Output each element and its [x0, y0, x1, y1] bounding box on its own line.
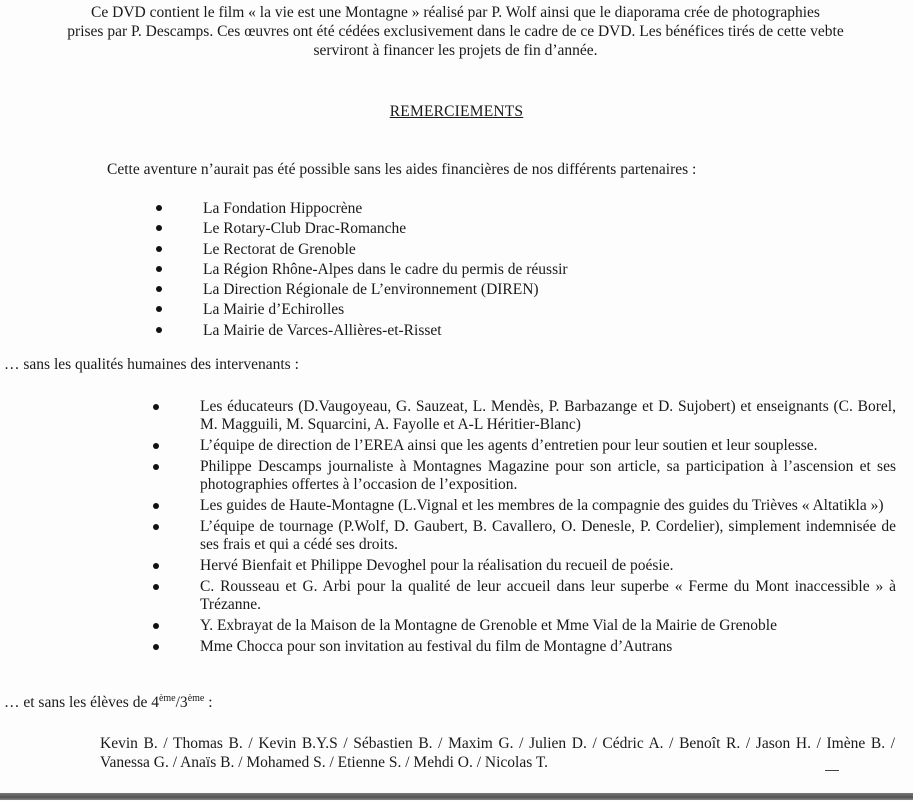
intro-line-3: serviront à financer les projets de fin d’année. [313, 42, 598, 59]
bullet-icon [156, 205, 162, 211]
list-item: La Mairie d’Echirolles [203, 300, 803, 320]
bullet-icon [153, 584, 159, 590]
scan-mark [825, 770, 839, 771]
intro-line-1: Ce DVD contient le film « la vie est une Montagne » réalisé par P. Wolf ainsi que le diaporama crée de photographies [91, 4, 820, 21]
list-item: Mme Chocca pour son invitation au festival du film de Montagne d’Autrans [200, 638, 896, 656]
bullet-icon [153, 563, 159, 569]
bullet-icon [153, 404, 159, 410]
list-item: Y. Exbrayat de la Maison de la Montagne de Grenoble et Mme Vial de la Mairie de Grenoble [200, 617, 896, 635]
bullet-icon [153, 503, 159, 509]
list-item: La Fondation Hippocrène [203, 199, 803, 219]
list-item: L’équipe de tournage (P.Wolf, D. Gaubert, B. Cavallero, O. Denesle, P. Cordelier), simplement indemnisée de ses frais et qui a cédé ses droits. [200, 518, 896, 554]
list-item: Les éducateurs (D.Vaugoyeau, G. Sauzeat, L. Mendès, P. Barbazange et D. Sujobert) et enseignants (C. Borel, M. Magguili, M. Squarcini, A. Fayolle et A-L Héritier-Blanc) [200, 398, 896, 434]
list-item: La Région Rhône-Alpes dans le cadre du permis de réussir [203, 260, 803, 280]
bullet-icon [153, 623, 159, 629]
intro-paragraph [8, 3, 903, 60]
students-intro: … et sans les élèves de 4ème/3ème : [4, 692, 213, 711]
list-item: Le Rotary-Club Drac-Romanche [203, 219, 803, 239]
heading-text: REMERCIEMENTS [389, 103, 524, 120]
list-item: Philippe Descamps journaliste à Montagnes Magazine pour son article, sa participation à l’ascension et ses photographies offertes à l’occasion de l’exposition. [200, 458, 896, 494]
list-item: Hervé Bienfait et Philippe Devoghel pour la réalisation du recueil de poésie. [200, 557, 896, 575]
students-names: Kevin B. / Thomas B. / Kevin B.Y.S / Sébastien B. / Maxim G. / Julien D. / Cédric A. / Benoît R. / Jason H. / Imène B. / Vanessa G. / Anaïs B. / Mohamed S. / Etienne S. / Mehdi O. / Nicolas T. [100, 735, 895, 771]
bullet-icon [156, 306, 162, 312]
bullet-icon [153, 524, 159, 530]
list-item: Le Rectorat de Grenoble [203, 240, 803, 260]
list-item: La Direction Régionale de L’environnement (DIREN) [203, 280, 803, 300]
bullet-icon [156, 266, 162, 272]
scan-edge [0, 793, 913, 800]
section-heading [0, 103, 913, 121]
list-item: La Mairie de Varces-Allières-et-Risset [203, 321, 803, 341]
list-item: Les guides de Haute-Montagne (L.Vignal et les membres de la compagnie des guides du Trièves « Altatikla ») [200, 497, 896, 515]
bullet-icon [156, 327, 162, 333]
bullet-icon [153, 443, 159, 449]
bullet-icon [153, 464, 159, 470]
intro-line-2: prises par P. Descamps. Ces œuvres ont été cédées exclusivement dans le cadre de ce DVD. Les bénéfices tirés de cette vebte [67, 23, 844, 40]
partners-list [203, 199, 803, 341]
bullet-icon [156, 225, 162, 231]
list-item: C. Rousseau et G. Arbi pour la qualité de leur accueil dans leur superbe « Ferme du Mont inaccessible » à Trézanne. [200, 578, 896, 614]
list-item: L’équipe de direction de l’EREA ainsi que les agents d’entretien pour leur soutien et leur souplesse. [200, 437, 896, 455]
people-intro: … sans les qualités humaines des intervenants : [4, 356, 299, 373]
people-list [200, 398, 896, 656]
bullet-icon [156, 246, 162, 252]
partners-intro: Cette aventure n’aurait pas été possible sans les aides financières de nos différents partenaires : [107, 161, 697, 178]
bullet-icon [156, 286, 162, 292]
bullet-icon [153, 644, 159, 650]
